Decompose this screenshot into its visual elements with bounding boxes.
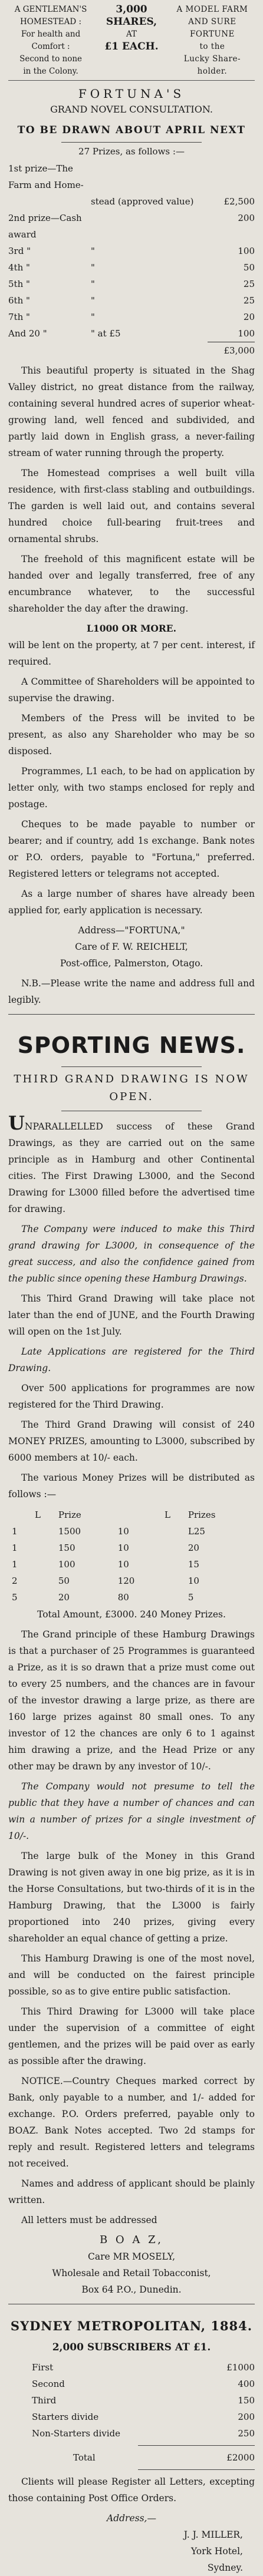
fortuna-title: FORTUNA'S	[78, 87, 185, 101]
table-header: L	[35, 1510, 41, 1520]
header-middle-line: SHARES,	[106, 16, 157, 28]
sydney-row-label: Second	[32, 2379, 65, 2389]
header-right	[170, 4, 255, 78]
sydney-row-label: Non-Starters divide	[32, 2428, 120, 2439]
sporting-paragraph: Over 500 applications for programmes are now registered for the Third Drawing.	[8, 1383, 255, 1410]
table-row	[9, 1524, 254, 1539]
prize-label: 1st prize—The Farm and Home-	[8, 163, 84, 190]
prizes-list	[8, 160, 255, 342]
prize-mid: "	[91, 262, 95, 273]
prize-mid: stead (approved value)	[91, 196, 194, 207]
sydney-row-amount: £1000	[226, 2362, 255, 2373]
section-divider	[8, 1014, 255, 1015]
prize-amount: 25	[243, 295, 255, 306]
sydney-subscribers: 2,000 SUBSCRIBERS AT £1.	[52, 2341, 211, 2353]
sydney-agent-place: Sydney.	[207, 2562, 243, 2573]
prize-row	[8, 309, 255, 325]
table-header: Prize	[58, 1510, 81, 1520]
prize-label: And 20 "	[8, 328, 47, 339]
sporting-paragraph: Late Applications are registered for the Third Drawing.	[8, 1346, 255, 1373]
table-cell: 10	[117, 1559, 129, 1570]
sydney-row	[8, 2392, 255, 2409]
header-left-line: For health and	[21, 29, 81, 39]
sporting-paragraph: This Hamburg Drawing is one of the most novel, and will be conducted on the fairest principle possible, so as to give entire public satisfaction.	[8, 1953, 255, 1997]
prize-mid: "	[91, 246, 95, 256]
prize-amount: 20	[243, 312, 255, 322]
sporting-text: NPARALLELLED success of these Grand Drawings, as they are carried out on the same principle as in Hamburg and other Continental cities. The First Drawing L3000, and the Second Drawing for L3000 filled before the advertised time for drawing.	[8, 1121, 255, 1214]
table-cell: 10	[188, 1576, 199, 1586]
loan-amount: L1000 OR MORE.	[87, 623, 176, 634]
header-left-line: Second to none	[19, 54, 83, 64]
fortuna-paragraph: This beautiful property is situated in the Shag Valley district, no great distance from the railway, containing several hundred acres of superior wheat-growing land, well fenced and subdivided, and partly laid down in English grass, a never-failing stream of water running through the property.	[8, 365, 255, 458]
prize-mid	[91, 160, 208, 193]
prize-mid	[91, 210, 208, 243]
sydney-heading: SYDNEY METROPOLITAN, 1884.	[10, 2319, 253, 2333]
table-header: L	[164, 1510, 170, 1520]
prize-label: 7th "	[8, 312, 30, 322]
header-right-line: A MODEL FARM	[176, 5, 248, 14]
drop-cap: U	[8, 1112, 25, 1134]
fortuna-header	[8, 4, 255, 81]
table-cell: 1	[12, 1543, 18, 1553]
table-cell: 20	[58, 1592, 70, 1603]
table-cell: 120	[117, 1576, 135, 1586]
sydney-agent-place: York Hotel,	[190, 2546, 243, 2557]
sporting-paragraph: This Third Grand Drawing will take place not later than the end of JUNE, and the Fourth Drawing will open on the 1st July.	[8, 1293, 255, 1337]
sporting-paragraph	[8, 1112, 255, 1217]
prize-mid: "	[91, 295, 95, 306]
sporting-paragraph: The Third Grand Drawing will consist of 240 MONEY PRIZES, amounting to L3000, subscribed by 6000 members at 10/- each.	[8, 1419, 255, 1463]
sporting-paragraph: This Third Drawing for L3000 will take place under the supervision of a committee of eight gentlemen, and the prizes will be paid over as early as possible after the drawing.	[8, 2006, 255, 2066]
fortuna-paragraph: Programmes, L1 each, to be had on application by letter only, with two stamps enclosed for reply and postage.	[8, 766, 255, 810]
table-cell: 1	[12, 1526, 18, 1537]
table-row	[9, 1557, 254, 1572]
total-amount: £3,000	[208, 342, 255, 359]
prize-label: 6th "	[8, 295, 30, 306]
sporting-paragraph: The Company were induced to make this Third grand drawing for L3000, in consequence of the great success, and also the confidence gained from the public since opening these Hamburg Drawings.	[8, 1224, 255, 1284]
sporting-subheading: THIRD GRAND DRAWING IS NOW OPEN.	[14, 1073, 249, 1103]
sporting-paragraph: Names and address of applicant should be plainly written.	[8, 2178, 255, 2205]
header-middle-line: AT	[126, 29, 137, 39]
fortuna-address-label: Address—"FORTUNA,"	[78, 925, 185, 936]
prize-label	[8, 193, 91, 210]
table-row	[9, 1590, 254, 1605]
table-row	[9, 1573, 254, 1588]
prize-row	[8, 160, 255, 193]
sydney-row-amount: 250	[238, 2428, 255, 2439]
prize-amount: 25	[243, 279, 255, 289]
divider	[61, 142, 202, 143]
prize-amount: £2,500	[223, 196, 255, 207]
boaz-name: B O A Z,	[99, 2234, 164, 2246]
table-cell: 2	[12, 1576, 18, 1586]
sporting-paragraph: The large bulk of the Money in this Grand Drawing is not given away in one big prize, as it is in the Horse Consultations, but two-thirds of it is in the Hamburg Drawing, that the L3000 is fairly proportioned into 240 prizes, giving every shareholder an equal chance of getting a prize.	[8, 1851, 255, 1944]
sydney-row-label: First	[32, 2362, 54, 2373]
sydney-row	[8, 2409, 255, 2425]
header-right-line: to the	[199, 42, 225, 51]
sporting-paragraph: NOTICE.—Country Cheques marked correct by Bank, only payable to a number, and 1/- added for exchange. P.O. Orders preferred, payable only to BOAZ. Bank Notes accepted. Two 2d stamps for reply and result. Registered letters and telegrams not received.	[8, 2076, 255, 2169]
sydney-paragraph: Clients will please Register all Letters, excepting those containing Post Office Orders.	[8, 2476, 255, 2504]
table-cell: 15	[188, 1559, 199, 1570]
header-left-line: A GENTLEMAN'S	[14, 5, 87, 14]
prize-mid: "	[91, 312, 95, 322]
sporting-heading: SPORTING NEWS.	[17, 1032, 246, 1058]
sydney-agent-name: J. J. MILLER,	[183, 2529, 243, 2540]
prize-amount: 100	[238, 246, 255, 256]
fortuna-drawn-date: TO BE DRAWN ABOUT APRIL NEXT	[17, 124, 246, 136]
table-cell: 5	[188, 1592, 194, 1603]
sydney-total	[8, 2449, 255, 2466]
header-middle-line: £1 EACH.	[104, 41, 159, 52]
sydney-address-label: Address,—	[107, 2513, 156, 2524]
prize-amount	[208, 160, 255, 193]
sydney-row-amount: 150	[238, 2395, 255, 2406]
table-row	[9, 1540, 254, 1555]
table-cell: 20	[188, 1543, 199, 1553]
prize-amount: 50	[243, 262, 255, 273]
table-cell: 100	[58, 1559, 75, 1570]
header-left	[8, 4, 93, 78]
header-right-line: Lucky Share-	[183, 54, 241, 64]
fortuna-nb: N.B.—Please write the name and address full and legibly.	[8, 978, 255, 1005]
total-amount-line: Total Amount, £3000. 240 Money Prizes.	[37, 1609, 226, 1620]
fortuna-paragraph: A Committee of Shareholders will be appointed to supervise the drawing.	[8, 676, 255, 704]
divider	[138, 2469, 255, 2470]
prize-label: 5th "	[8, 279, 30, 289]
sydney-total-amount: £2000	[226, 2452, 255, 2463]
prizes-total	[8, 342, 255, 359]
sporting-paragraph: The Company would not presume to tell the public that they have a number of chances and can win a number of prizes for a single investment of 10/-.	[8, 1781, 255, 1841]
header-left-line: HOMESTEAD :	[20, 17, 82, 27]
fortuna-address-line: Post-office, Palmerston, Otago.	[60, 958, 203, 969]
prize-amount: 200	[238, 213, 255, 223]
prize-row	[8, 325, 255, 342]
fortuna-address-line: Care of F. W. REICHELT,	[75, 942, 188, 952]
fortuna-paragraph: Cheques to be made payable to number or bearer; and if country, add 1s exchange. Bank notes or P.O. orders, payable to "Fortuna," preferred. Registered letters or telegrams not accepted.	[8, 819, 255, 879]
prize-label: 4th "	[8, 262, 30, 273]
sydney-row	[8, 2425, 255, 2442]
header-middle	[93, 4, 170, 78]
prize-mid: "	[91, 279, 95, 289]
boaz-address-line: Care MR MOSELY,	[87, 2251, 176, 2262]
table-cell: 1	[12, 1559, 18, 1570]
prize-row	[8, 292, 255, 309]
sydney-total-label: Total	[73, 2452, 96, 2463]
table-cell: 150	[58, 1543, 75, 1553]
sydney-row	[8, 2359, 255, 2376]
divider	[61, 1066, 202, 1067]
table-header: Prizes	[188, 1510, 216, 1520]
header-right-line: holder.	[197, 67, 228, 76]
divider	[138, 2445, 255, 2446]
sporting-paragraph: All letters must be addressed	[21, 2215, 157, 2225]
table-cell: 10	[117, 1543, 129, 1553]
prize-row	[8, 259, 255, 276]
fortuna-subtitle: GRAND NOVEL CONSULTATION.	[50, 104, 213, 115]
prize-label: 3rd "	[8, 246, 31, 256]
table-header-row	[9, 1507, 254, 1523]
table-cell: 1500	[58, 1526, 81, 1537]
table-cell: 10	[117, 1526, 129, 1537]
header-middle-line: 3,000	[116, 4, 147, 15]
sporting-paragraph: The Grand principle of these Hamburg Drawings is that a purchaser of 25 Programmes is guaranteed a Prize, as it is so drawn that a prize must come out to every 25 numbers, and the chances are in favour of the investor drawing a large prize, as there are 160 large prizes against 80 small ones. To any investor of 12 the chances are only 6 to 1 against him drawing a prize, and the Head Prize or any other may be drawn by any investor of 10/-.	[8, 1629, 255, 1772]
table-cell: 5	[12, 1592, 18, 1603]
prize-label: 2nd prize—Cash award	[8, 213, 82, 240]
table-cell: 80	[117, 1592, 129, 1603]
prize-row	[8, 243, 255, 259]
table-cell: L25	[188, 1526, 205, 1537]
header-left-line: Comfort :	[31, 42, 70, 51]
table-cell: 50	[58, 1576, 70, 1586]
prize-row	[8, 210, 255, 243]
sydney-prize-list	[8, 2359, 255, 2442]
sydney-row-label: Third	[32, 2395, 57, 2406]
fortuna-paragraph: The freehold of this magnificent estate will be handed over and legally transferred, free of any encumbrance whatever, to the successful shareholder the day after the drawing.	[8, 554, 255, 614]
prize-row	[8, 276, 255, 292]
sydney-row	[8, 2376, 255, 2392]
prizes-heading: 27 Prizes, as follows :—	[78, 146, 185, 157]
sydney-row-label: Starters divide	[32, 2412, 99, 2422]
fortuna-paragraph: will be lent on the property, at 7 per cent. interest, if required.	[8, 640, 255, 667]
money-prizes-table	[8, 1506, 255, 1606]
header-right-line: AND SURE FORTUNE	[188, 17, 236, 39]
sydney-row-amount: 400	[238, 2379, 255, 2389]
fortuna-paragraph: The Homestead comprises a well built villa residence, with first-class stabling and outbuildings. The garden is well laid out, and contains several hundred choice full-bearing fruit-trees and ornamental shrubs.	[8, 468, 255, 544]
sporting-paragraph: The various Money Prizes will be distributed as follows :—	[8, 1472, 255, 1500]
prize-amount: 100	[238, 328, 255, 339]
sydney-row-amount: 200	[238, 2412, 255, 2422]
header-left-line: in the Colony.	[23, 67, 78, 76]
boaz-address-line: Box 64 P.O., Dunedin.	[81, 2284, 182, 2295]
fortuna-paragraph: Members of the Press will be invited to be present, as also any Shareholder who may be so disposed.	[8, 713, 255, 757]
prize-mid: " at £5	[91, 328, 121, 339]
boaz-address-line: Wholesale and Retail Tobacconist,	[52, 2268, 211, 2278]
prize-row	[8, 193, 255, 210]
fortuna-paragraph: As a large number of shares have already been applied for, early application is necessary.	[8, 889, 255, 916]
